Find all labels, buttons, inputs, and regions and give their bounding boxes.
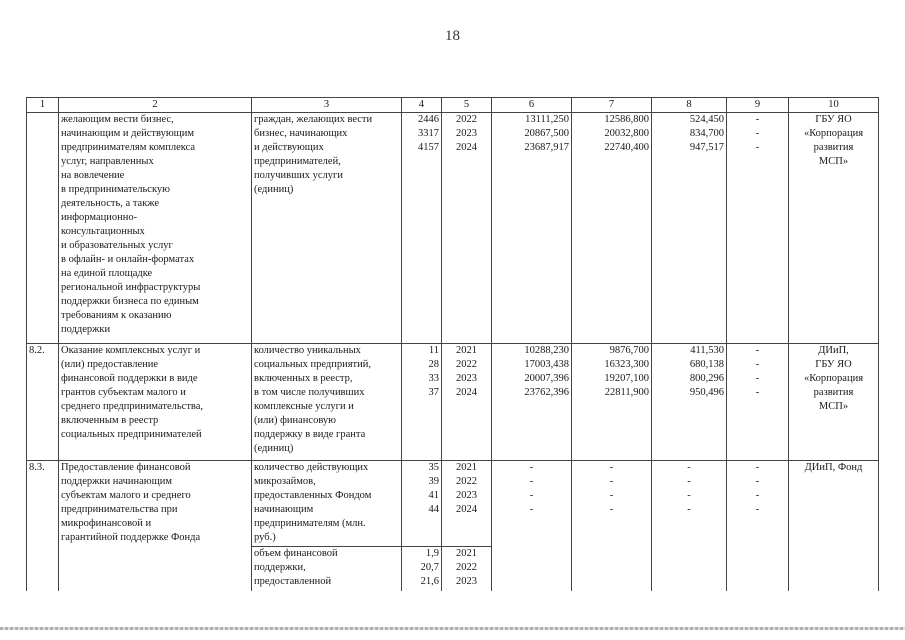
regional-funding: 524,450 834,700 947,517 bbox=[652, 113, 727, 344]
local-funding: - - - - bbox=[727, 344, 789, 461]
col-header-6: 6 bbox=[492, 98, 572, 113]
col-header-9: 9 bbox=[727, 98, 789, 113]
col-header-3: 3 bbox=[252, 98, 402, 113]
federal-funding: - - - - bbox=[572, 461, 652, 591]
years: 2021 2022 2023 2024 bbox=[442, 344, 492, 461]
col-header-10: 10 bbox=[789, 98, 879, 113]
years: 2021 2022 2023 bbox=[442, 547, 492, 591]
table-row bbox=[27, 113, 879, 344]
col-header-7: 7 bbox=[572, 98, 652, 113]
scan-bottom-edge bbox=[0, 627, 905, 630]
regional-funding: 411,530 680,138 800,296 950,496 bbox=[652, 344, 727, 461]
row-number: 8.2. bbox=[27, 344, 59, 461]
total-funding: - - - - bbox=[492, 461, 572, 591]
program-measures-table bbox=[26, 97, 879, 591]
table-row bbox=[27, 344, 879, 461]
measure-description: желающим вести бизнес, начинающим и действующим предпринимателям комплекса услуг, направленных на вовлечение в предпринимательскую деятельность, а также информационно- консультационных и образовательных услуг в офлайн- и онлайн-форматах на единой площадке региональной инфраструктуры поддержки бизнеса по единым требованиям к оказанию поддержки bbox=[59, 113, 252, 344]
col-header-2: 2 bbox=[59, 98, 252, 113]
measure-description: Предоставление финансовой поддержки начинающим субъектам малого и среднего предпринимательства при микрофинансовой и гарантийной поддержке Фонда bbox=[59, 461, 252, 591]
indicator-values: 2446 3317 4157 bbox=[402, 113, 442, 344]
table-row bbox=[27, 461, 879, 547]
regional-funding: - - - - bbox=[652, 461, 727, 591]
indicator-values: 11 28 33 37 bbox=[402, 344, 442, 461]
measure-description: Оказание комплексных услуг и (или) предоставление финансовой поддержки в виде грантов субъектам малого и среднего предпринимательства, включенным в реестр социальных предпринимателей bbox=[59, 344, 252, 461]
indicator-description: объем финансовой поддержки, предоставленной bbox=[252, 547, 402, 591]
indicator-description: количество уникальных социальных предприятий, включенных в реестр, в том числе получивших комплексные услуги и (или) финансовую поддержку в виде гранта (единиц) bbox=[252, 344, 402, 461]
col-header-4: 4 bbox=[402, 98, 442, 113]
total-funding: 13111,250 20867,500 23687,917 bbox=[492, 113, 572, 344]
executor: ДИиП, Фонд bbox=[789, 461, 879, 591]
column-number-header-row bbox=[27, 98, 879, 113]
years: 2022 2023 2024 bbox=[442, 113, 492, 344]
federal-funding: 12586,800 20032,800 22740,400 bbox=[572, 113, 652, 344]
col-header-8: 8 bbox=[652, 98, 727, 113]
col-header-5: 5 bbox=[442, 98, 492, 113]
total-funding: 10288,230 17003,438 20007,396 23762,396 bbox=[492, 344, 572, 461]
indicator-description: количество действующих микрозаймов, предоставленных Фондом начинающим предпринимателям (млн. руб.) bbox=[252, 461, 402, 547]
executor: ДИиП, ГБУ ЯО «Корпорация развития МСП» bbox=[789, 344, 879, 461]
local-funding: - - - - bbox=[727, 461, 789, 591]
indicator-values: 1,9 20,7 21,6 bbox=[402, 547, 442, 591]
executor: ГБУ ЯО «Корпорация развития МСП» bbox=[789, 113, 879, 344]
local-funding: - - - bbox=[727, 113, 789, 344]
col-header-1: 1 bbox=[27, 98, 59, 113]
row-number: 8.3. bbox=[27, 461, 59, 591]
indicator-values: 35 39 41 44 bbox=[402, 461, 442, 547]
page-number: 18 bbox=[445, 28, 460, 44]
years: 2021 2022 2023 2024 bbox=[442, 461, 492, 547]
indicator-description: граждан, желающих вести бизнес, начинающих и действующих предпринимателей, получивших услуги (единиц) bbox=[252, 113, 402, 344]
row-number bbox=[27, 113, 59, 344]
federal-funding: 9876,700 16323,300 19207,100 22811,900 bbox=[572, 344, 652, 461]
